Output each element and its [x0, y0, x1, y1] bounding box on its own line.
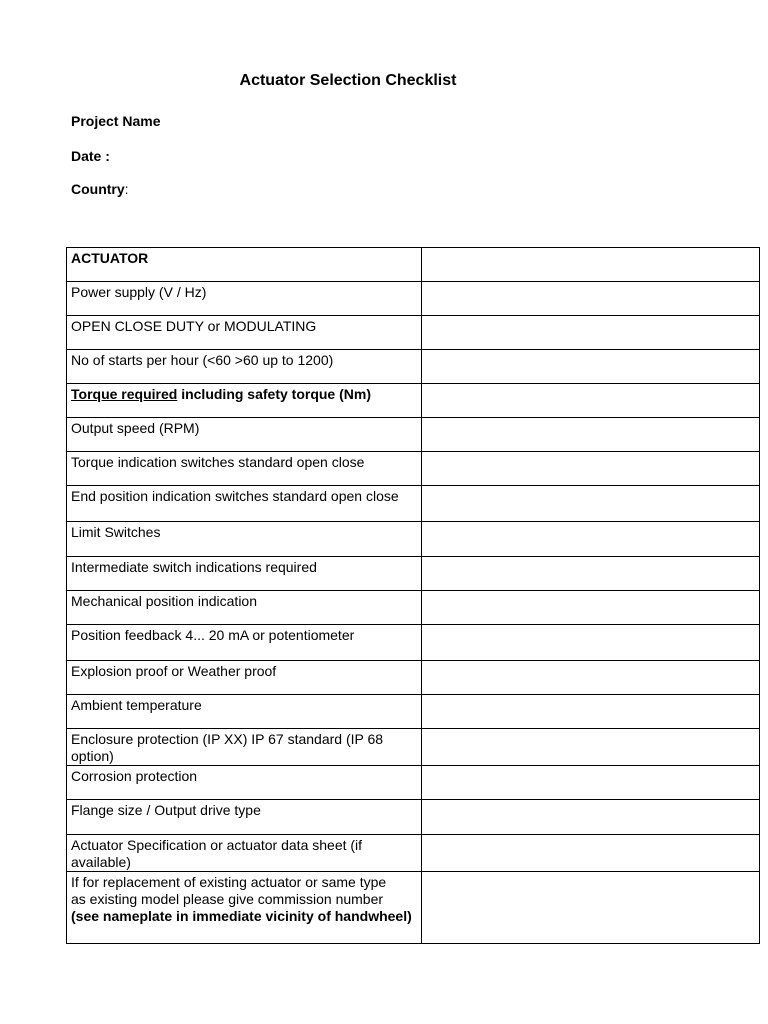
value-cell: [422, 591, 760, 625]
row-label-replacement: [67, 872, 422, 944]
value-cell: [422, 384, 760, 418]
country-label: Country: [71, 181, 125, 197]
replacement-nameplate-note: (see nameplate in immediate vicinity of handwheel): [71, 908, 412, 924]
country-colon: :: [124, 181, 129, 197]
value-cell: [422, 872, 760, 944]
table-row: [67, 800, 760, 835]
row-label: No of starts per hour (<60 >60 up to 1200): [67, 350, 422, 384]
table-row: [67, 729, 760, 766]
value-cell: [422, 729, 760, 766]
row-label: Corrosion protection: [67, 766, 422, 800]
table-row: [67, 452, 760, 486]
row-label: Actuator Specification or actuator data sheet (if available): [67, 835, 422, 872]
row-label: OPEN CLOSE DUTY or MODULATING: [67, 316, 422, 350]
value-cell: [422, 452, 760, 486]
table-row: [67, 418, 760, 452]
row-label: Intermediate switch indications required: [67, 557, 422, 591]
value-cell: [422, 248, 760, 282]
table-row: [67, 695, 760, 729]
row-label: Output speed (RPM): [67, 418, 422, 452]
value-cell: [422, 835, 760, 872]
row-label: Power supply (V / Hz): [67, 282, 422, 316]
actuator-checklist-table: [66, 247, 760, 944]
value-cell: [422, 766, 760, 800]
page-title: Actuator Selection Checklist: [239, 72, 457, 89]
row-label: Torque indication switches standard open close: [67, 452, 422, 486]
table-row: [67, 522, 760, 557]
table-row: [67, 557, 760, 591]
row-label: Position feedback 4... 20 mA or potentiometer: [67, 625, 422, 661]
torque-required-text: Torque required: [71, 386, 178, 402]
value-cell: [422, 800, 760, 835]
date-field: [71, 148, 110, 164]
table-row: [67, 661, 760, 695]
table-row: [67, 282, 760, 316]
replacement-line-1: If for replacement of existing actuator or same type: [71, 874, 387, 890]
value-cell: [422, 316, 760, 350]
table-row: [67, 384, 760, 418]
country-field: [71, 181, 129, 197]
value-cell: [422, 486, 760, 522]
value-cell: [422, 418, 760, 452]
table-row: [67, 350, 760, 384]
row-label: Mechanical position indication: [67, 591, 422, 625]
value-cell: [422, 282, 760, 316]
table-row: [67, 766, 760, 800]
row-label: Limit Switches: [67, 522, 422, 557]
value-cell: [422, 661, 760, 695]
table-row: [67, 486, 760, 522]
value-cell: [422, 625, 760, 661]
header-cell-actuator: ACTUATOR: [67, 248, 422, 282]
row-label-torque: [67, 384, 422, 418]
row-label: End position indication switches standard open close: [67, 486, 422, 522]
row-label: Flange size / Output drive type: [67, 800, 422, 835]
table-row: [67, 316, 760, 350]
torque-rest-text: including safety torque (Nm): [177, 386, 371, 402]
table-row: [67, 872, 760, 944]
table-header-row: [67, 248, 760, 282]
row-label: Enclosure protection (IP XX) IP 67 standard (IP 68 option): [67, 729, 422, 766]
value-cell: [422, 695, 760, 729]
date-colon: :: [101, 148, 110, 164]
row-label: Explosion proof or Weather proof: [67, 661, 422, 695]
value-cell: [422, 522, 760, 557]
project-name-label: Project Name: [71, 113, 161, 129]
table-row: [67, 591, 760, 625]
value-cell: [422, 557, 760, 591]
value-cell: [422, 350, 760, 384]
table-row: [67, 625, 760, 661]
table-row: [67, 835, 760, 872]
row-label: Ambient temperature: [67, 695, 422, 729]
date-label: Date: [71, 148, 102, 164]
replacement-line-2: as existing model please give commission number: [71, 891, 384, 907]
